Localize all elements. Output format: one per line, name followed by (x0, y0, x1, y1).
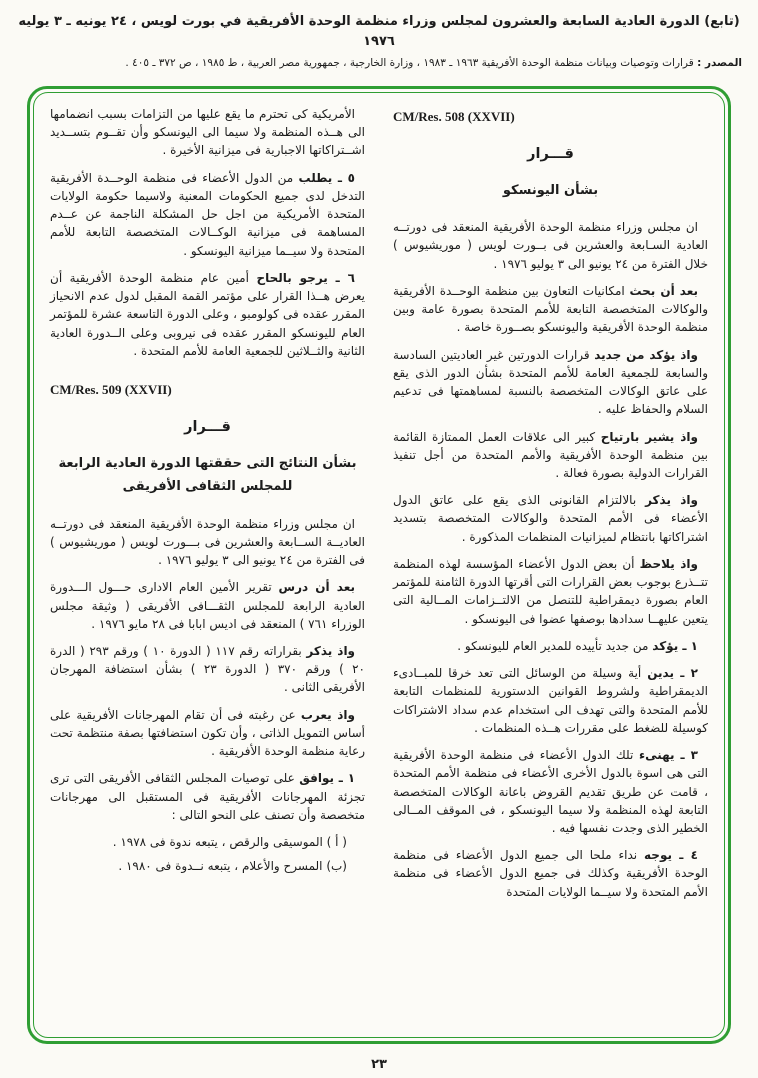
page-footer (0, 1053, 758, 1072)
resolution-508-subject: بشأن اليونسكو (502, 182, 599, 198)
column-right (393, 105, 708, 1025)
header-source-text: قرارات وتوصيات وبيانات منظمة الوحدة الأفريقية ١٩٦٣ ـ ١٩٨٣ ، وزارة الخارجية ، جمهورية مصر العربية ، ط ١٩٨٥ ، ص ٣٧٢ ـ ٤٠٥ . (125, 57, 698, 69)
paragraph-text: أن بعض الدول الأعضاء المؤسسة لهذه المنظمة تتــذرع بوجوب بعض القرارات التى أقرتها الدورة الثامنة للمؤتمر العام بصورة ديمقراطية للتنصل من الالتــزامات المــالية التى يتعين عليهــا سدادها بوصفها عضوا فى اليونسكو . (393, 556, 708, 626)
paragraph (50, 706, 365, 761)
paragraph-text: بقراراته رقم ١١٧ ( الدورة ١٠ ) ورقم ٢٩٣ ( الدرة ٢٠ ) ورقم ٣٧٠ ( الدورة ٢٣ ) بشأن استضافة المهرجان الأفريقى الثانى . (50, 644, 365, 695)
paragraph (50, 578, 365, 633)
paragraph-text: كبير الى علاقات العمل الممتازة القائمة بين منظمة الوحدة الأفريقية والأمم المتحدة من أجل تنفيذ القرارات الدولية بصورة فعالة . (393, 429, 708, 480)
list-item-b (50, 857, 365, 875)
paragraph-text: بالالتزام القانونى الذى يقع على عاتق الدول الأعضاء فى الأمم المتحدة والوكالات المتخصصة بتسديد اشتراكاتها بانتظام لميزانيات المنظمات المذكورة . (393, 493, 708, 544)
paragraph-text: الأمريكية كى تحترم ما يقع عليها من التزامات بسبب انضمامها الى هــذه المنظمة ولا سيما الى اليونسكو وأن تقــوم بتســديد اشــتراكاتها الاجبارية فى ميزانية الأخيرة . (50, 107, 365, 158)
page-header (0, 0, 758, 72)
list-item-text: ( أ ) الموسيقى والرقص ، يتبعه ندوة فى ١٩٧٨ . (112, 835, 347, 850)
paragraph-text: ان مجلس وزراء منظمة الوحدة الأفريقية المنعقد فى دورتــه العاديــة الســابعة والعشرين فى بـــورت لويس ( موريشيوس ) فى الفترة من ٢٤ يونيو الى ٣ يوليو ١٩٧٦ . (50, 516, 365, 568)
paragraph (393, 346, 708, 419)
numbered-item-text: نداء ملحا الى جميع الدول الأعضاء فى منظمة الوحدة الأفريقية وكذلك فى جميع الدول الأعضاء فى منظمة الأمم المتحدة ولا سيــما الولايات المتحدة (393, 848, 708, 899)
header-title: (تابع) الدورة العادية السابعة والعشرون لمجلس وزراء منظمة الوحدة الأفريقية في بورت لويس ، ٢٤ يونيه ـ ٣ يوليه ١٩٧٦ (18, 14, 740, 49)
paragraph-text: امكانيات التعاون بين منظمة الوحــدة الأفريقية والوكالات المتخصصة التابعة للأمم المتحدة بصورة عامة وبين منظمة الوحدة الأفريقية واليونسكو بصــورة خاصة . (393, 283, 708, 335)
resolution-508-heading: قـــرار (527, 145, 574, 162)
numbered-item-1 (50, 769, 365, 824)
numbered-item-1 (393, 637, 708, 655)
header-source-line (16, 56, 742, 72)
list-item-text: (ب) المسرح والأعلام ، يتبعه نــدوة فى ١٩٨٠ . (118, 859, 347, 874)
green-frame-inner (33, 92, 725, 1038)
list-item-a (50, 833, 365, 851)
numbered-item-lead: ٥ ـ يطلب (298, 170, 355, 185)
paragraph-lead: بعد أن درس (278, 580, 356, 595)
green-frame (27, 86, 731, 1044)
numbered-item-2 (393, 664, 708, 737)
numbered-item-4 (393, 846, 708, 901)
paragraph (50, 642, 365, 697)
numbered-item-lead: ٣ ـ يهنىء (638, 748, 698, 763)
paragraph-lead: واذ يلاحظ (639, 556, 698, 571)
paragraph-text: قرارات الدورتين غير العاديتين السادسة والسابعة للجمعية العامة للأمم المتحدة بشأن الدور الذى يقع على عاتق الوكالات المتخصصة بالنسبة لمساهمتها فى تدعيم السلام والحفاظ عليه . (393, 347, 708, 417)
numbered-item-5 (50, 169, 365, 260)
two-column-body (50, 105, 708, 1025)
paragraph (393, 555, 708, 628)
numbered-item-lead: ٢ ـ يدين (647, 666, 698, 681)
paragraph-lead: بعد أن بحث (629, 283, 698, 298)
numbered-item-lead: ٤ ـ يوجه (644, 848, 698, 863)
paragraph-continuation (50, 105, 365, 160)
paragraph-text: عن رغبته فى أن تقام المهرجانات الأفريقية على أساس التمويل الذاتى ، وأن تكون استضافتها بصفة منتظمة تحت رعاية منظمة الوحدة الأفريقية . (50, 707, 365, 759)
paragraph-text: ان مجلس وزراء منظمة الوحدة الأفريقية المنعقد فى دورتــه العادية السـابعة والعشرين فى بــورت لويس ( موريشيوس ) خلال الفترة من ٢٤ يونيو الى ٣ يوليو ١٩٧٦ . (393, 220, 708, 271)
paragraph-lead: واذ يعرب (300, 707, 355, 722)
paragraph (393, 218, 708, 273)
numbered-item-text: أية وسيلة من الوسائل التى تعد خرقا للمبــادىء الديمقراطية ولشروط القوانين الدستورية للمنظمات التابعة للأمم المتحدة والتى تهدف الى استخدام عدم سداد الاشتراكات كوسيلة للضغط على مقررات هــذه المنظمات . (393, 666, 708, 735)
paragraph-lead: واذ يذكر (645, 493, 698, 508)
resolution-508-ref: CM/Res. 508 (XXVII) (393, 109, 515, 124)
paragraph (393, 282, 708, 337)
paragraph (393, 491, 708, 546)
numbered-item-text: من جديد تأييده للمدير العام لليونسكو . (457, 638, 653, 653)
page-number: ٢٣ (371, 1057, 387, 1072)
paragraph-lead: واذ يذكر (306, 644, 356, 659)
numbered-item-text: على توصيات المجلس الثقافى الأفريقى التى ترى تجزئة المهرجانات الأفريقية فى المستقبل الى مهرجانات متخصصة وأن تصنف على النحو التالى : (50, 771, 365, 822)
paragraph (50, 515, 365, 570)
numbered-item-text: من الدول الأعضاء فى منظمة الوحــدة الأفريقية التدخل لدى جميع الحكومات المعنية ولاسيما حكومة الولايات المتحدة الأمريكية من اجل حل المشكلة الناجمة عن عــدم المساهمة فى ميزانية الوكــالات المتخصصة التابعة للأمم المتحدة ولا سيــما ميزانية اليونسكو . (50, 170, 365, 258)
numbered-item-lead: ١ ـ يوافق (299, 771, 356, 786)
numbered-item-6 (50, 269, 365, 360)
numbered-item-lead: ٦ ـ يرجو بالحاح (256, 270, 355, 285)
paragraph-lead: واذ يؤكد من جديد (594, 347, 698, 362)
header-source-label: المصدر : (697, 57, 742, 69)
column-left (50, 105, 365, 1025)
numbered-item-text: تلك الدول الأعضاء فى منظمة الوحدة الأفريقية التى هى اسوة بالدول الأخرى الأعضاء فى منظمة الأمم المتحدة ، قامت عن طريق تقديم القروض باعانة الوكالات المتخصصة التابعة لهذه المنظمة ولا سيما اليونسكو ، فى الموقف المــالى الخطير الذى وجدت نفسها فيه . (393, 748, 708, 835)
paragraph-text: تقرير الأمين العام الادارى حـــول الـــدورة العادية الرابعة للمجلس الثقـــافى الأفريقى ( وثيقة مجلس الوزراء ٧٦١ ) المنعقد فى اديس ابابا فى ٢٨ مايو ١٩٧٦ . (50, 580, 365, 631)
numbered-item-3 (393, 746, 708, 837)
resolution-509-ref: CM/Res. 509 (XXVII) (50, 382, 172, 398)
paragraph-lead: واذ يشير بارتياح (600, 429, 698, 444)
resolution-509-subject: بشأن النتائج التى حققتها الدورة العادية الرابعة للمجلس الثقافى الأفريقى (58, 455, 357, 495)
resolution-509-heading: قـــرار (184, 418, 231, 435)
paragraph (393, 428, 708, 483)
numbered-item-lead: ١ ـ يؤكد (652, 638, 698, 653)
numbered-item-text: أمين عام منظمة الوحدة الأفريقية أن يعرض هــذا القرار على مؤتمر القمة المقبل لدول عدم الانحياز المقرر عقده فى كولومبو ، وعلى الدورة التاسعة عشرة للمؤتمر العام لليونسكو المقرر عقده فى نيروبى وعلى الــدورة العادية الثانية والثــلاثين للجمعية العامة للأمم المتحدة . (50, 270, 365, 358)
